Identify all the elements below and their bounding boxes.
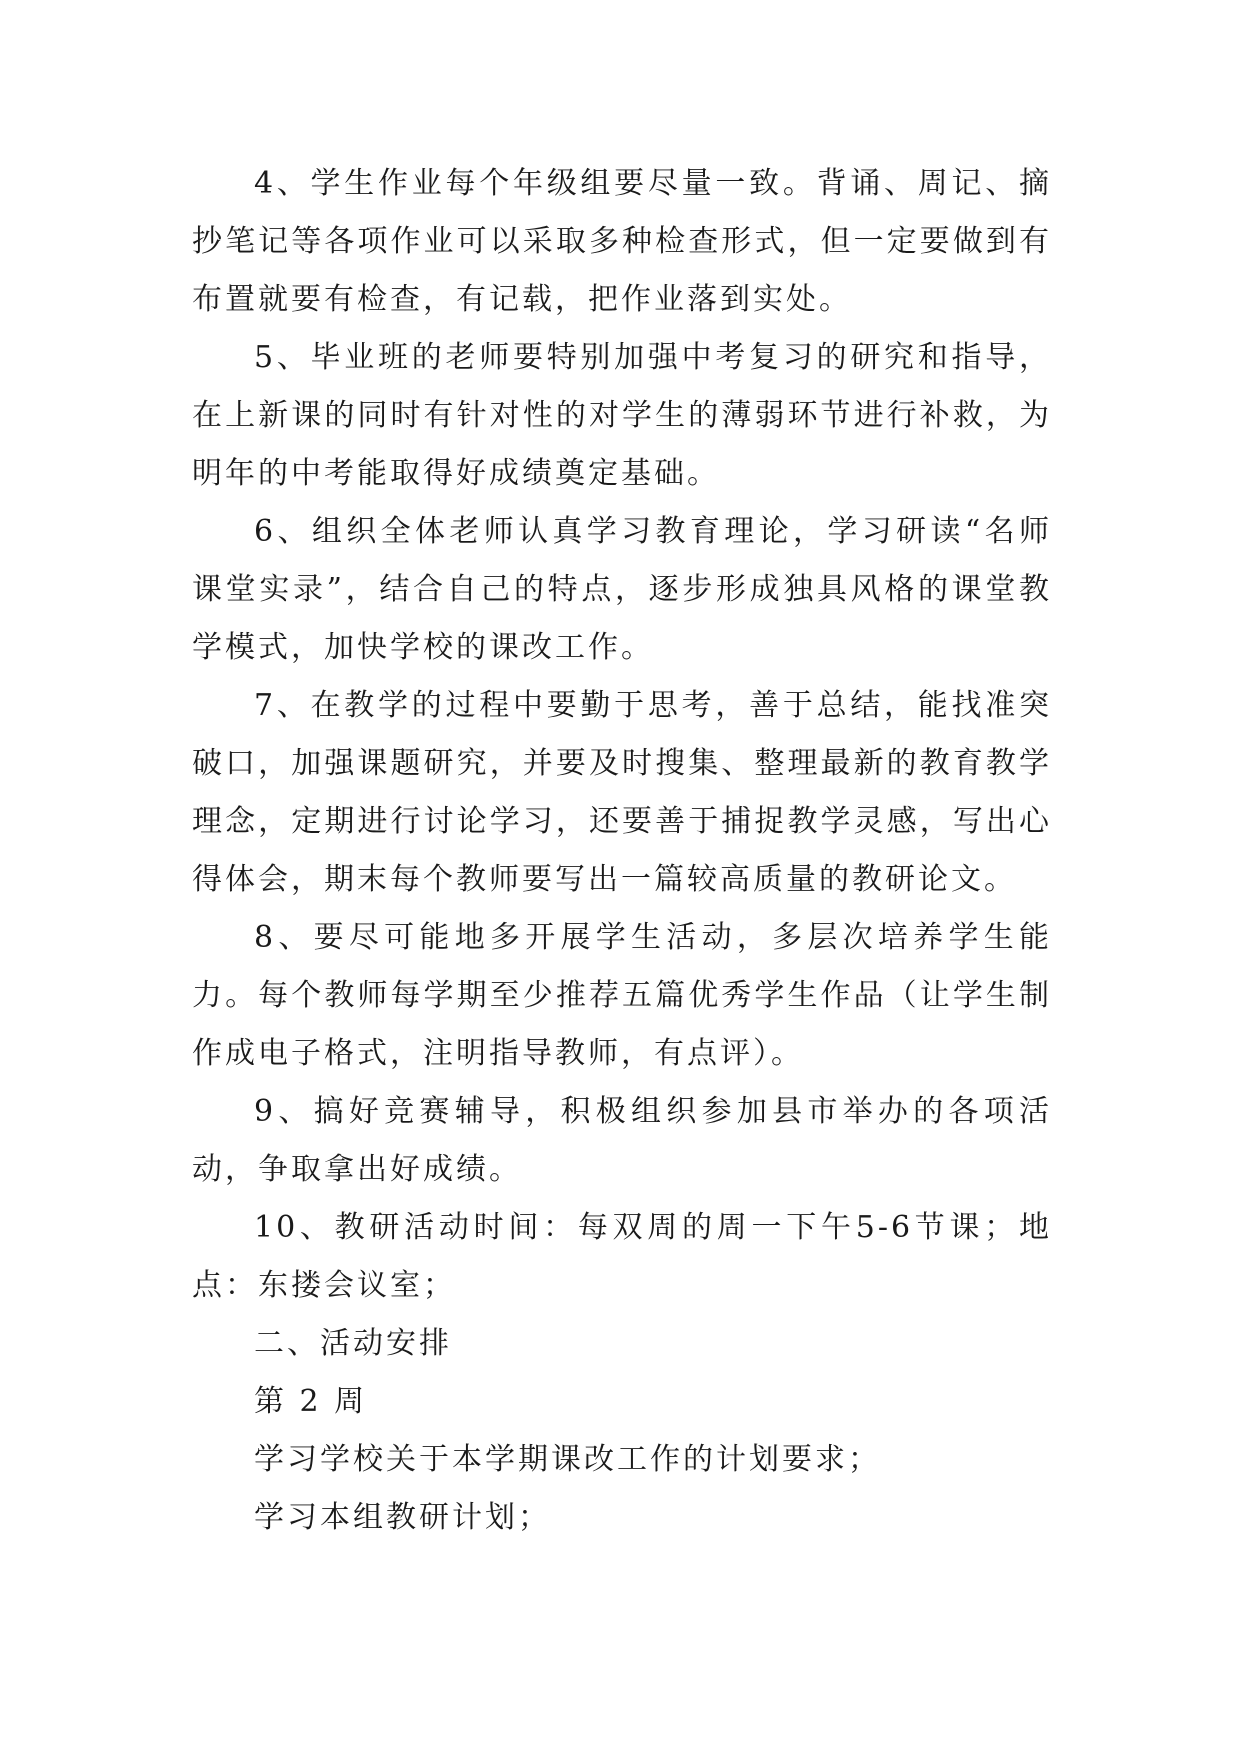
week-label: 第 2 周 [254,1384,368,1419]
list-item: 学习学校关于本学期课改工作的计划要求； [254,1442,881,1477]
list-item: 学习本组教研计划； [254,1500,551,1535]
paragraph-4: 4、学生作业每个年级组要尽量一致。背诵、周记、摘抄笔记等各项作业可以采取多种检查形式，但一定要做到有布置就要有检查，有记载，把作业落到实处。 [192,166,1052,317]
section-heading: 二、活动安排 [254,1326,452,1361]
document-page [192,155,1052,1547]
paragraph-5: 5、毕业班的老师要特别加强中考复习的研究和指导，在上新课的同时有针对性的对学生的薄弱环节进行补救，为明年的中考能取得好成绩奠定基础。 [192,340,1052,491]
paragraph-9: 9、搞好竞赛辅导，积极组织参加县市举办的各项活动，争取拿出好成绩。 [192,1094,1052,1187]
paragraph-8: 8、要尽可能地多开展学生活动，多层次培养学生能力。每个教师每学期至少推荐五篇优秀学生作品（让学生制作成电子格式，注明指导教师，有点评）。 [192,920,1052,1071]
paragraph-6: 6、组织全体老师认真学习教育理论，学习研读“名师课堂实录”，结合自己的特点，逐步形成独具风格的课堂教学模式，加快学校的课改工作。 [192,514,1052,665]
paragraph-10: 10、教研活动时间：每双周的周一下午5-6节课；地点：东搂会议室； [192,1210,1052,1303]
paragraph-7: 7、在教学的过程中要勤于思考，善于总结，能找准突破口，加强课题研究，并要及时搜集、整理最新的教育教学理念，定期进行讨论学习，还要善于捕捉教学灵感，写出心得体会，期末每个教师要写出一篇较高质量的教研论文。 [192,688,1052,897]
